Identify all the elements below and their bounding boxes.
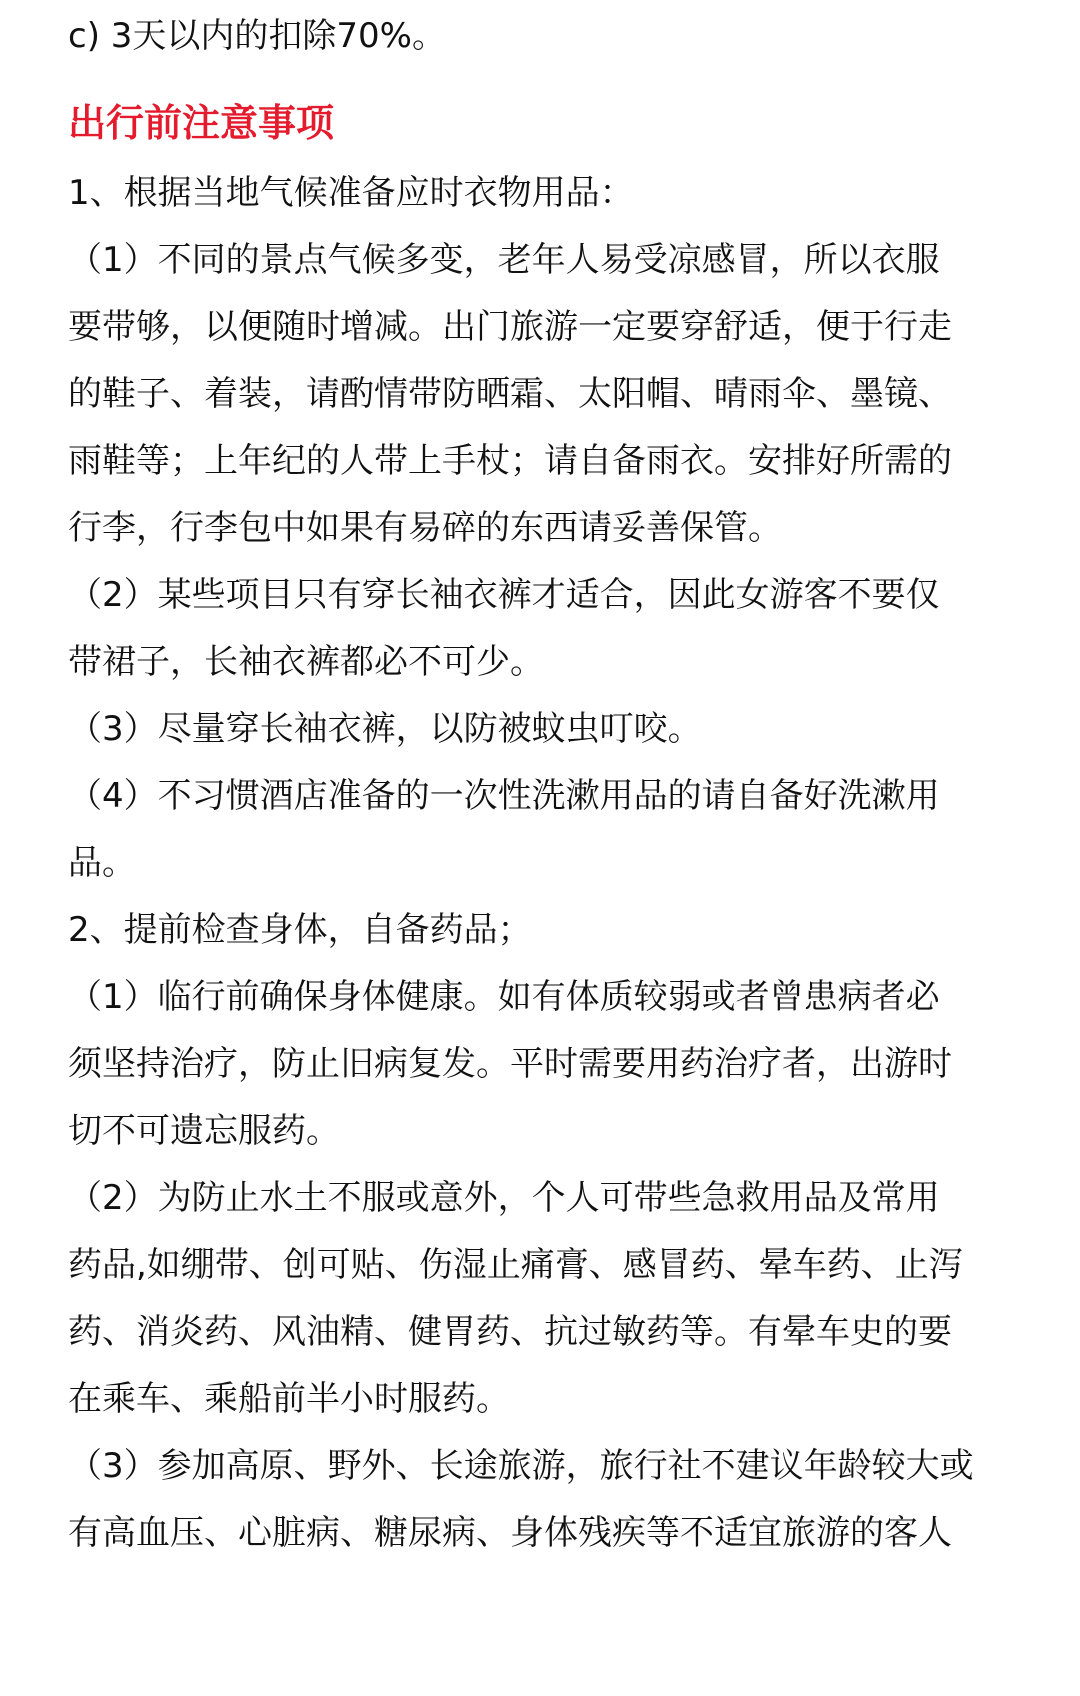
paragraph-line: （2）为防止水土不服或意外，个人可带些急救用品及常用	[68, 1178, 940, 1218]
section-heading: 出行前注意事项	[68, 101, 335, 145]
paragraph-line: 须坚持治疗，防止旧病复发。平时需要用药治疗者，出游时	[68, 1044, 952, 1084]
paragraph-line: 雨鞋等；上年纪的人带上手杖；请自备雨衣。安排好所需的	[68, 441, 952, 481]
paragraph-line: 要带够，以便随时增减。出门旅游一定要穿舒适，便于行走	[68, 307, 952, 347]
paragraph-line: 药、消炎药、风油精、健胃药、抗过敏药等。有晕车史的要	[68, 1312, 952, 1352]
paragraph-line: （3）尽量穿长袖衣裤，以防被蚊虫叮咬。	[68, 709, 702, 749]
paragraph-line: （3）参加高原、野外、长途旅游，旅行社不建议年龄较大或	[68, 1446, 974, 1486]
paragraph-line: （2）某些项目只有穿长袖衣裤才适合，因此女游客不要仅	[68, 575, 940, 615]
paragraph-line: 在乘车、乘船前半小时服药。	[68, 1379, 510, 1419]
paragraph-line: 有高血压、心脏病、糖尿病、身体残疾等不适宜旅游的客人	[68, 1513, 952, 1553]
paragraph-line: （1）临行前确保身体健康。如有体质较弱或者曾患病者必	[68, 977, 940, 1017]
paragraph-line: 药品,如绷带、创可贴、伤湿止痛膏、感冒药、晕车药、止泻	[68, 1245, 963, 1285]
item-1-title: 1、根据当地气候准备应时衣物用品：	[68, 173, 634, 213]
refund-rule-line: c) 3天以内的扣除70%。	[68, 16, 446, 56]
paragraph-line: 切不可遗忘服药。	[68, 1111, 340, 1151]
paragraph-line: （1）不同的景点气候多变，老年人易受凉感冒，所以衣服	[68, 240, 940, 280]
paragraph-line: 行李，行李包中如果有易碎的东西请妥善保管。	[68, 508, 782, 548]
paragraph-line: （4）不习惯酒店准备的一次性洗漱用品的请自备好洗漱用	[68, 776, 940, 816]
paragraph-line: 品。	[68, 843, 136, 883]
paragraph-line: 带裙子，长袖衣裤都必不可少。	[68, 642, 544, 682]
item-2-title: 2、提前检查身体，自备药品；	[68, 910, 532, 950]
paragraph-line: 的鞋子、着装，请酌情带防晒霜、太阳帽、晴雨伞、墨镜、	[68, 374, 952, 414]
